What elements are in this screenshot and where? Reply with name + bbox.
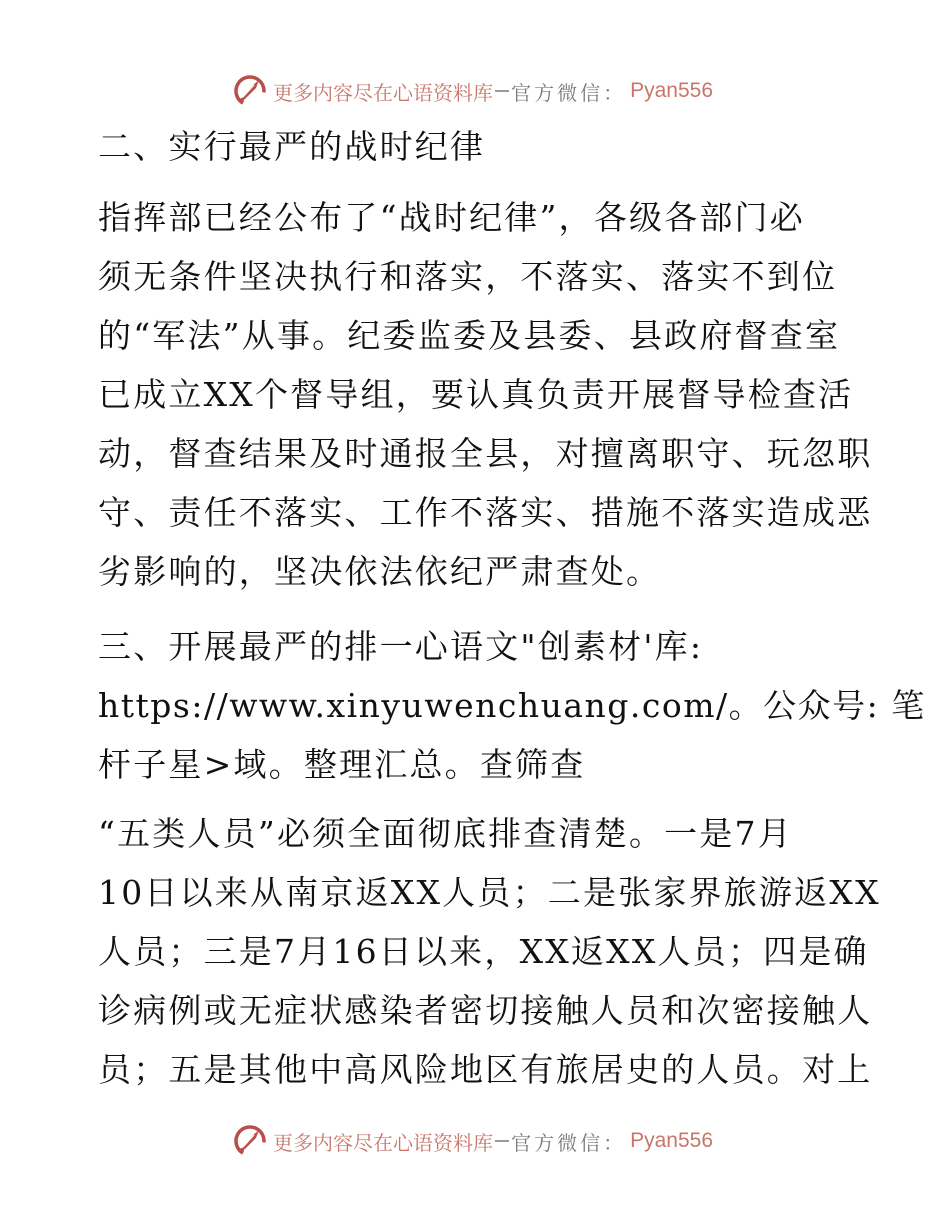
- footer-watermark: [233, 1121, 713, 1161]
- url-line: https://www.xinyuwenchuang.com/。公众号: 笔: [98, 686, 926, 725]
- quill-pen-logo-icon: [233, 1124, 267, 1158]
- paragraph-line: “五类人员”必须全面彻底排查清楚。一是7月: [98, 814, 793, 853]
- paragraph-line: 须无条件坚决执行和落实，不落实、落实不到位: [98, 257, 838, 296]
- paragraph-line: 的“军法”从事。纪委监委及县委、县政府督查室: [98, 316, 841, 355]
- paragraph-line: 诊病例或无症状感染者密切接触人员和次密接触人: [98, 991, 873, 1030]
- quill-pen-logo-icon: [233, 74, 267, 108]
- watermark-site-name: 更多内容尽在心语资料库: [273, 80, 493, 105]
- watermark-site-name: 更多内容尽在心语资料库: [273, 1130, 493, 1155]
- paragraph-line: 10日以来从南京返XX人员；二是张家界旅游返XX: [98, 873, 881, 912]
- watermark-wechat-id: Pyan556: [630, 1129, 713, 1152]
- paragraph-line: 人员；三是7月16日以来，XX返XX人员；四是确: [98, 932, 869, 971]
- watermark-dash: [495, 1140, 509, 1142]
- paragraph-line: 指挥部已经公布了“战时纪律”，各级各部门必: [98, 198, 805, 237]
- section-heading: 二、实行最严的战时纪律: [98, 127, 486, 166]
- paragraph-line: 劣影响的，坚决依法依纪严肃查处。: [98, 552, 662, 591]
- paragraph-line: 员；五是其他中高风险地区有旅居史的人员。对上: [98, 1050, 873, 1089]
- paragraph-line: 已成立XX个督导组，要认真负责开展督导检查活: [98, 375, 854, 414]
- paragraph-line: 杆子星>域。整理汇总。查筛查: [98, 745, 586, 784]
- watermark-wechat-id: Pyan556: [630, 79, 713, 102]
- watermark-dash: [495, 90, 509, 92]
- watermark-wechat-label: 官方微信：: [511, 80, 627, 105]
- section-heading: 三、开展最严的排一心语文"创素材'库:: [98, 627, 704, 666]
- paragraph-line: 守、责任不落实、工作不落实、措施不落实造成恶: [98, 493, 873, 532]
- header-watermark: [233, 71, 713, 111]
- watermark-wechat-label: 官方微信：: [511, 1130, 627, 1155]
- paragraph-line: 动，督查结果及时通报全县，对擅离职守、玩忽职: [98, 434, 873, 473]
